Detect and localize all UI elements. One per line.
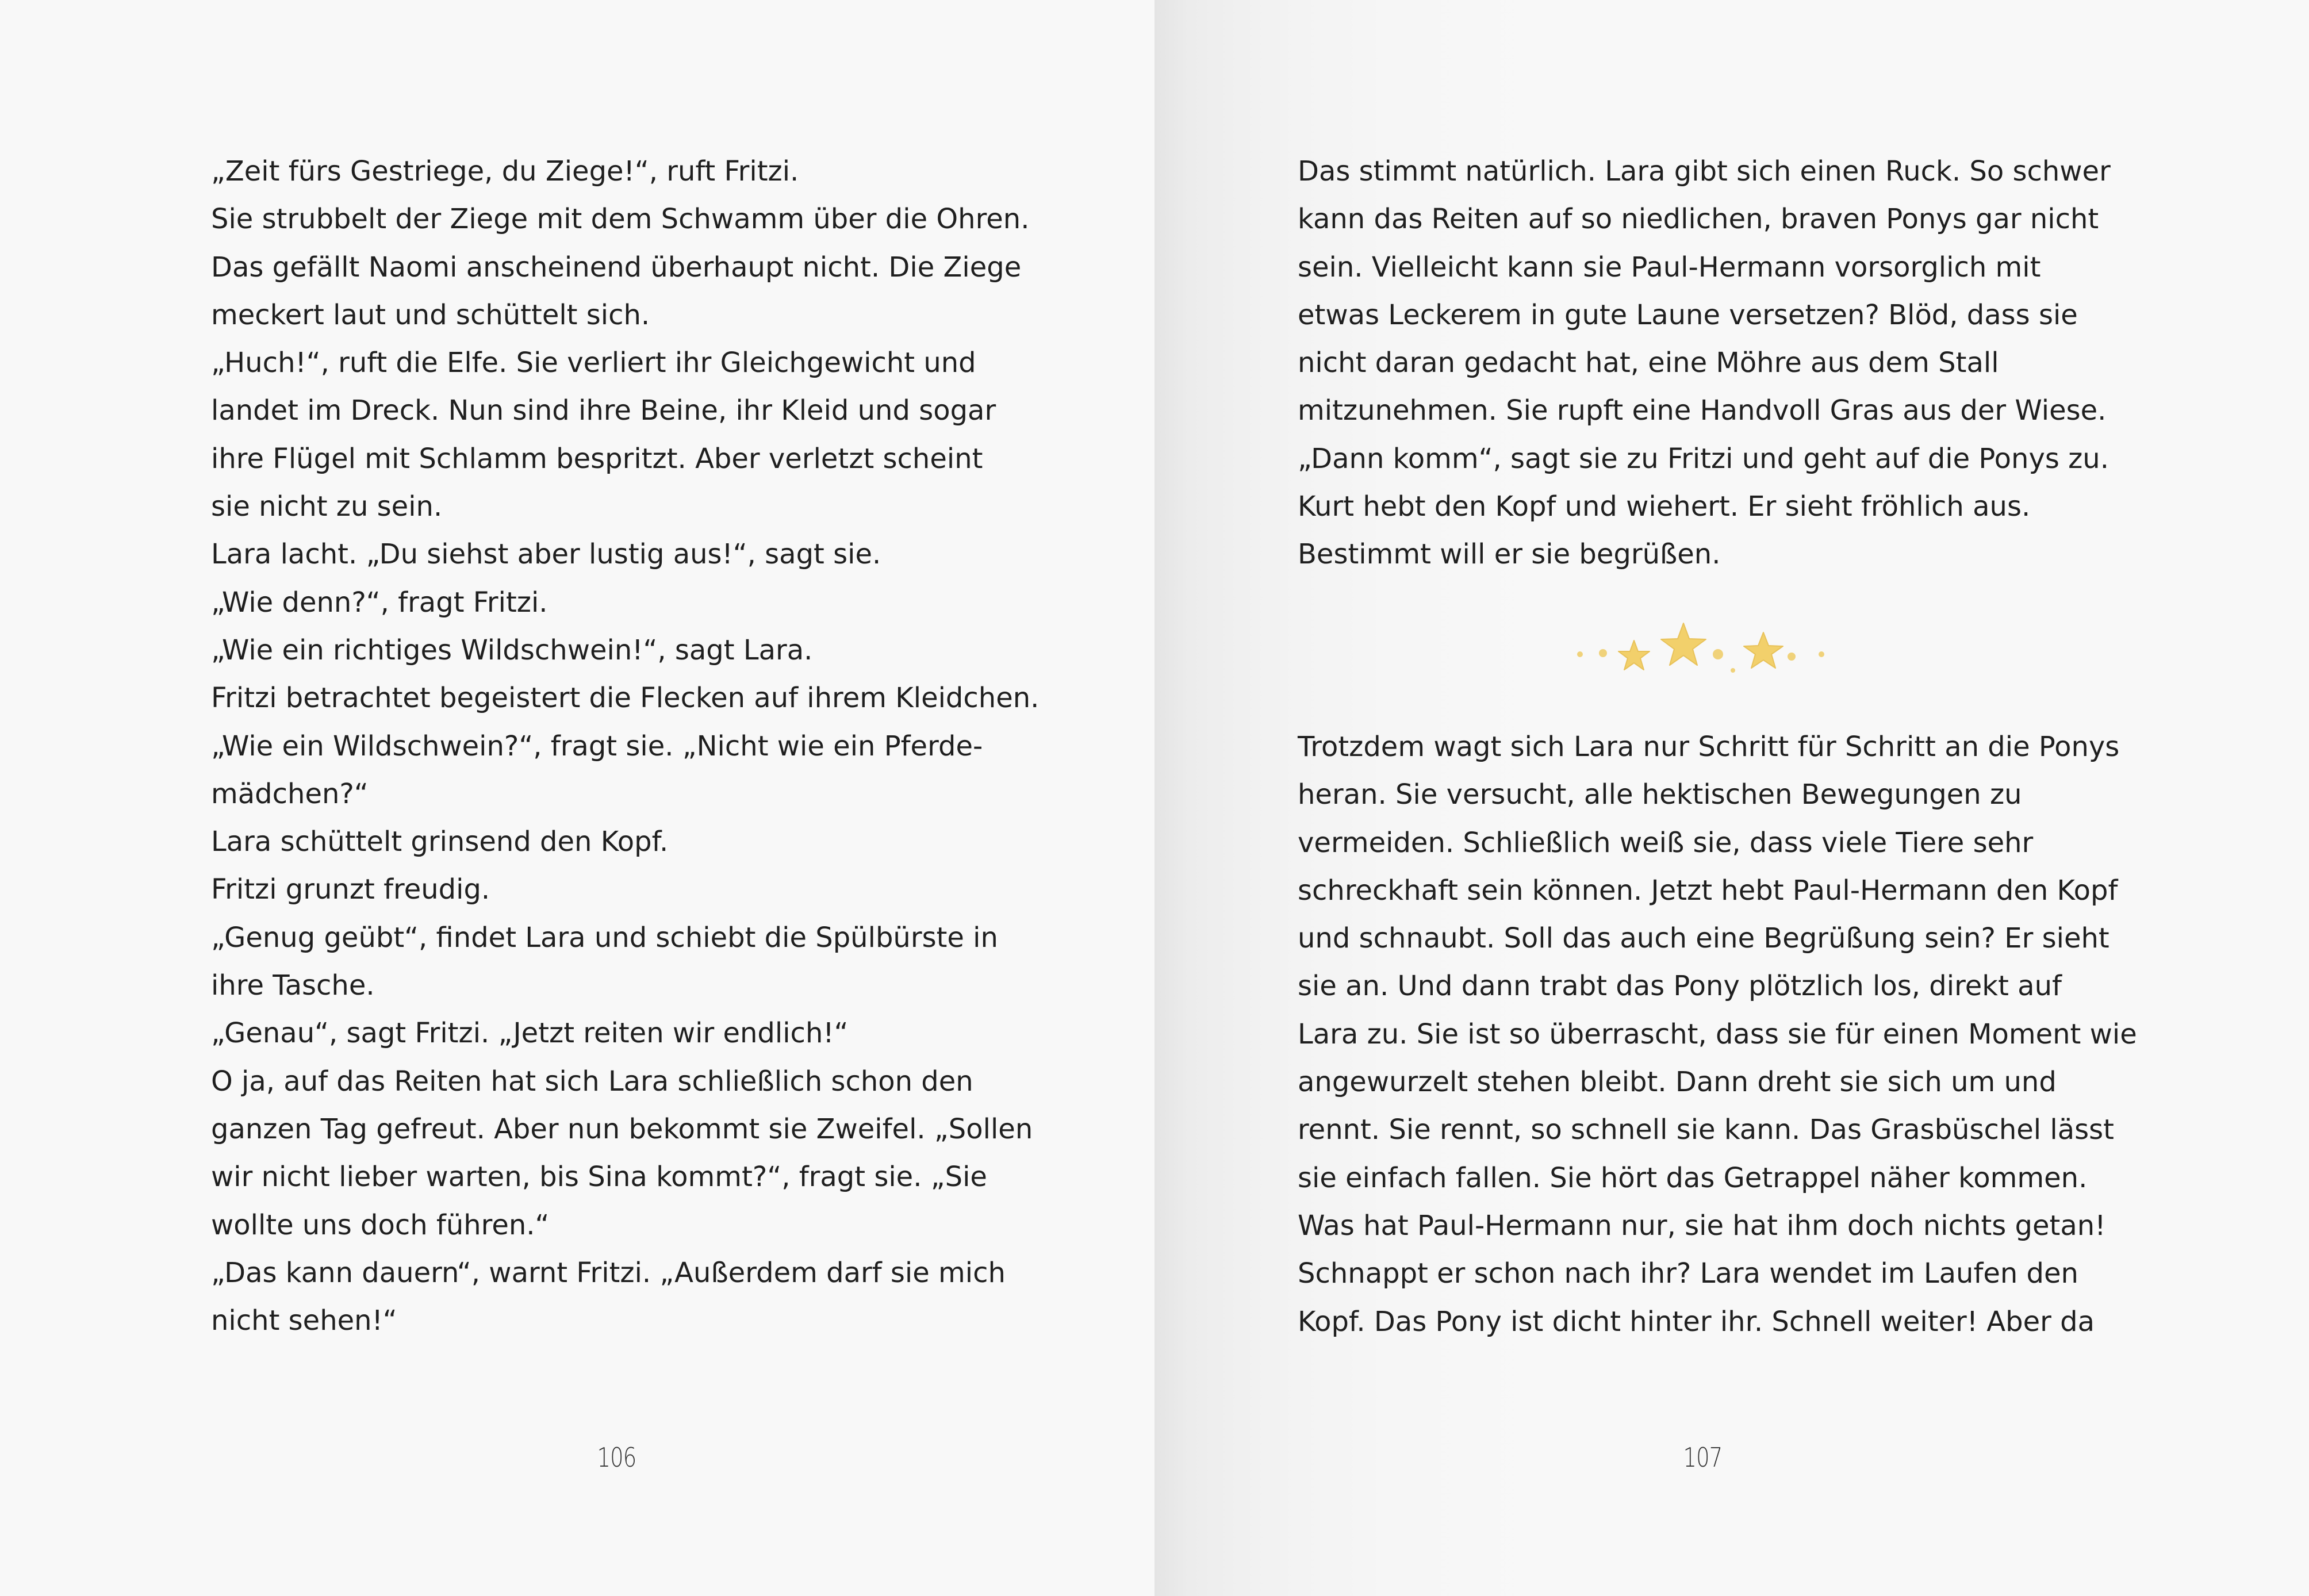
text-line: nicht daran gedacht hat, eine Möhre aus dem Stall <box>1298 347 1999 379</box>
text-line: kann das Reiten auf so niedlichen, braven Ponys gar nicht <box>1298 203 2099 236</box>
text-line: Fritzi grunzt freudig. <box>211 873 490 906</box>
text-line: Das stimmt natürlich. Lara gibt sich einen Ruck. So schwer <box>1298 155 2111 187</box>
text-line: sie nicht zu sein. <box>211 490 443 523</box>
text-line: ihre Flügel mit Schlamm bespritzt. Aber verletzt scheint <box>211 442 983 475</box>
text-line: Trotzdem wagt sich Lara nur Schritt für Schritt an die Ponys <box>1298 731 2120 763</box>
right-page <box>1154 0 2309 1596</box>
text-line: etwas Leckerem in gute Laune versetzen? Blöd, dass sie <box>1298 298 2078 331</box>
page-number-left: 106 <box>597 1442 636 1473</box>
text-line: O ja, auf das Reiten hat sich Lara schließlich schon den <box>211 1065 973 1098</box>
text-line: „Genau“, sagt Fritzi. „Jetzt reiten wir endlich!“ <box>211 1017 849 1050</box>
text-line: meckert laut und schüttelt sich. <box>211 298 650 331</box>
text-line: sie an. Und dann trabt das Pony plötzlich los, direkt auf <box>1298 970 2062 1003</box>
text-line: „Wie ein richtiges Wildschwein!“, sagt Lara. <box>211 634 813 666</box>
text-line: Bestimmt will er sie begrüßen. <box>1298 538 1721 571</box>
text-line: Kurt hebt den Kopf und wiehert. Er sieht fröhlich aus. <box>1298 490 2031 523</box>
text-line: Schnappt er schon nach ihr? Lara wendet im Laufen den <box>1298 1257 2078 1290</box>
text-line: „Wie ein Wildschwein?“, fragt sie. „Nicht wie ein Pferde- <box>211 730 983 762</box>
text-line: „Zeit fürs Gestriege, du Ziege!“, ruft Fritzi. <box>211 155 799 187</box>
text-line: mitzunehmen. Sie rupft eine Handvoll Gras aus der Wiese. <box>1298 394 2107 427</box>
text-line: „Wie denn?“, fragt Fritzi. <box>211 586 548 619</box>
star-divider-icon <box>1568 615 1844 684</box>
text-line: rennt. Sie rennt, so schnell sie kann. Das Grasbüschel lässt <box>1298 1114 2114 1146</box>
left-page-text <box>211 148 1040 1345</box>
text-line: heran. Sie versucht, alle hektischen Bewegungen zu <box>1298 778 2022 811</box>
text-line: „Huch!“, ruft die Elfe. Sie verliert ihr Gleichgewicht und <box>211 347 976 379</box>
text-line: vermeiden. Schließlich weiß sie, dass viele Tiere sehr <box>1298 826 2034 859</box>
page-number-right: 107 <box>1683 1442 1723 1473</box>
text-line: mädchen?“ <box>211 777 369 810</box>
text-line: schreckhaft sein können. Jetzt hebt Paul-Hermann den Kopf <box>1298 874 2118 907</box>
text-line: nicht sehen!“ <box>211 1305 397 1337</box>
text-line: sie einfach fallen. Sie hört das Getrappel näher kommen. <box>1298 1161 2088 1194</box>
text-line: Fritzi betrachtet begeistert die Flecken auf ihrem Kleidchen. <box>211 682 1040 715</box>
text-line: Sie strubbelt der Ziege mit dem Schwamm über die Ohren. <box>211 203 1030 236</box>
text-line: Was hat Paul-Hermann nur, sie hat ihm doch nichts getan! <box>1298 1209 2106 1242</box>
text-line: angewurzelt stehen bleibt. Dann dreht sie sich um und <box>1298 1066 2057 1099</box>
right-page-text-bottom <box>1298 723 2137 1346</box>
text-line: ihre Tasche. <box>211 969 375 1002</box>
text-line: landet im Dreck. Nun sind ihre Beine, ihr Kleid und sogar <box>211 394 996 427</box>
text-line: Lara schüttelt grinsend den Kopf. <box>211 826 669 858</box>
text-line: „Genug geübt“, findet Lara und schiebt die Spülbürste in <box>211 921 998 954</box>
text-line: „Dann komm“, sagt sie zu Fritzi und geht auf die Ponys zu. <box>1298 442 2109 475</box>
text-line: Lara lacht. „Du siehst aber lustig aus!“, sagt sie. <box>211 538 881 571</box>
text-line: sein. Vielleicht kann sie Paul-Hermann vorsorglich mit <box>1298 251 2041 283</box>
left-page <box>0 0 1154 1596</box>
text-line: wir nicht lieber warten, bis Sina kommt?“, fragt sie. „Sie <box>211 1161 987 1194</box>
text-line: und schnaubt. Soll das auch eine Begrüßung sein? Er sieht <box>1298 922 2109 955</box>
text-line: Kopf. Das Pony ist dicht hinter ihr. Schnell weiter! Aber da <box>1298 1305 2095 1338</box>
text-line: Lara zu. Sie ist so überrascht, dass sie für einen Moment wie <box>1298 1018 2137 1050</box>
text-line: „Das kann dauern“, warnt Fritzi. „Außerdem darf sie mich <box>211 1256 1006 1289</box>
text-line: wollte uns doch führen.“ <box>211 1208 550 1241</box>
right-page-text-top <box>1298 148 2120 579</box>
text-line: ganzen Tag gefreut. Aber nun bekommt sie Zweifel. „Sollen <box>211 1112 1033 1145</box>
text-line: Das gefällt Naomi anscheinend überhaupt nicht. Die Ziege <box>211 251 1022 283</box>
